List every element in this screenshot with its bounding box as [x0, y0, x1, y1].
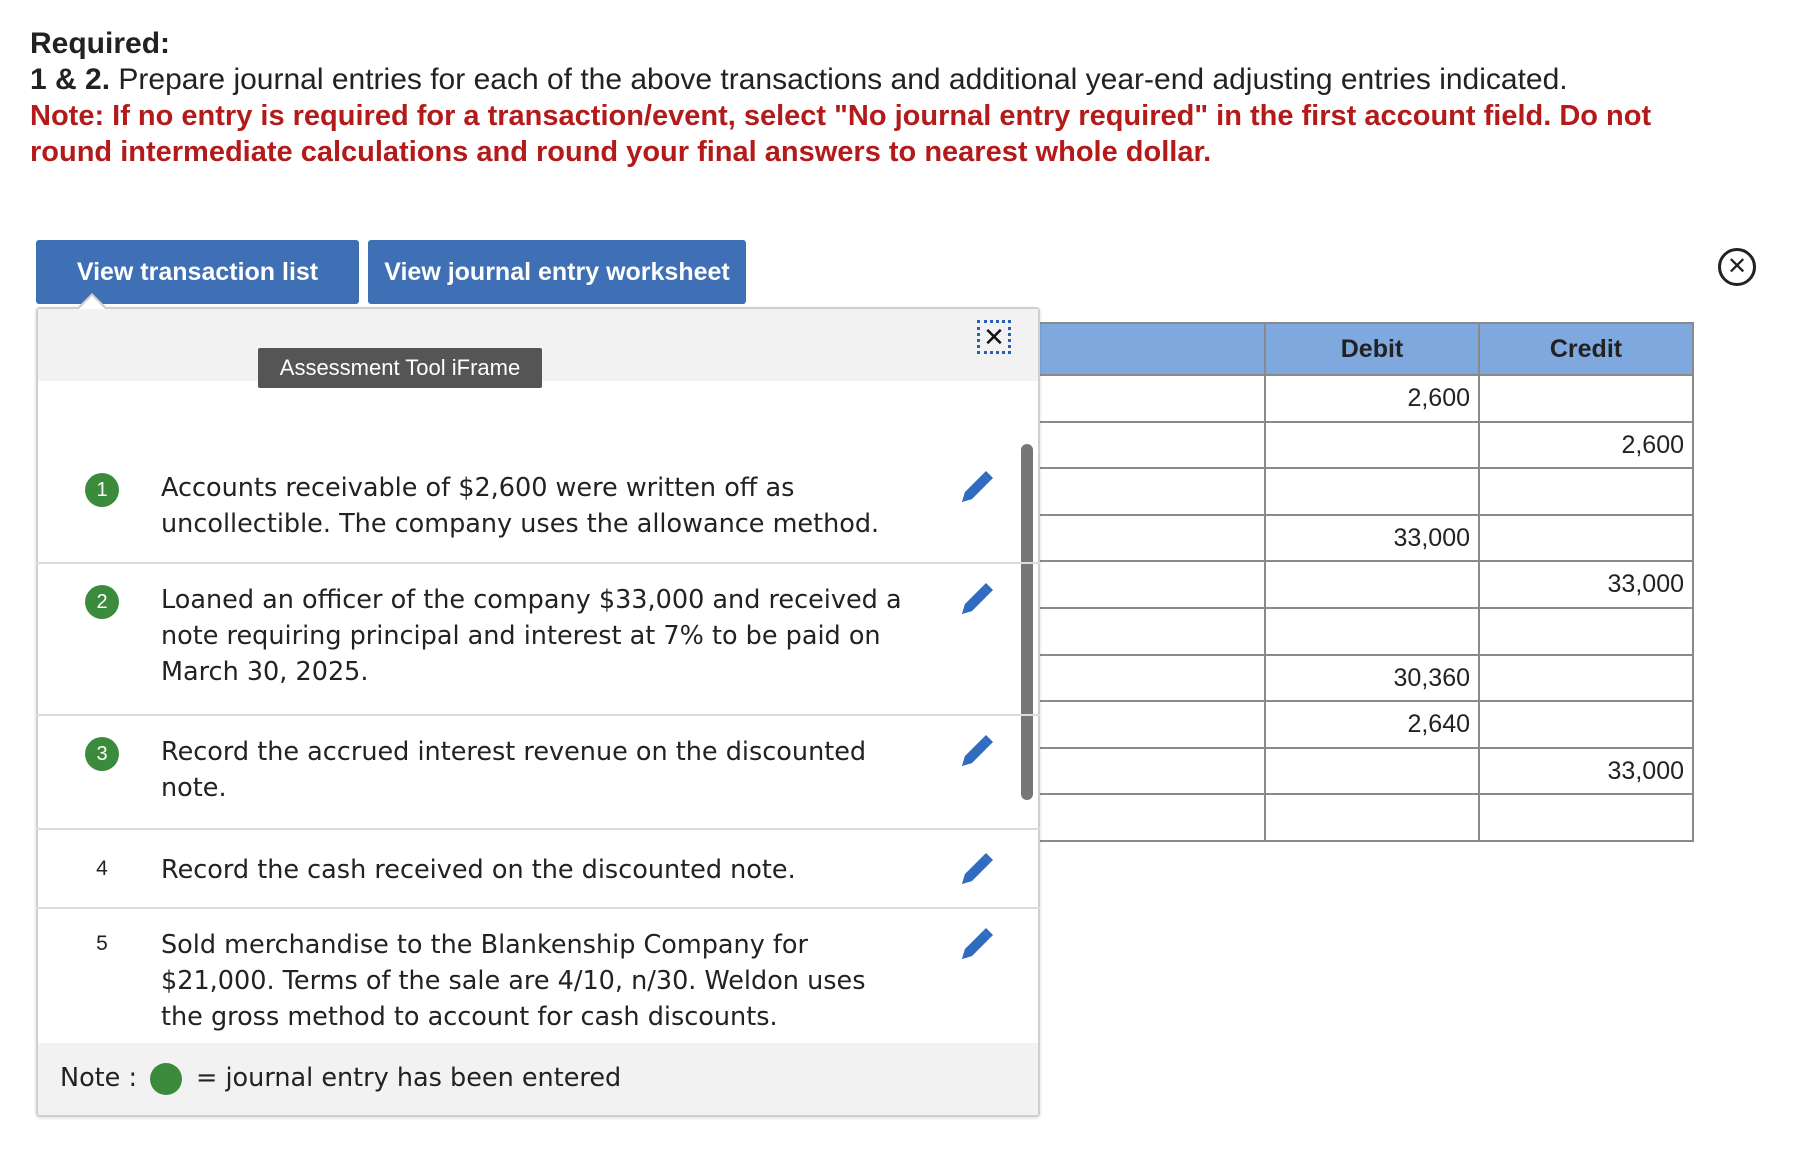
transaction-description: [161, 852, 961, 888]
journal-table: [1040, 322, 1694, 842]
transaction-description: [161, 927, 961, 1035]
description-line: $21,000. Terms of the sale are 4/10, n/30. Weldon uses: [161, 966, 866, 996]
account-cell[interactable]: [1040, 422, 1265, 469]
credit-cell[interactable]: [1479, 655, 1693, 702]
debit-cell[interactable]: [1265, 561, 1479, 608]
credit-cell[interactable]: 2,600: [1479, 422, 1693, 469]
account-header: [1040, 323, 1265, 375]
part-number: 1 & 2.: [30, 63, 111, 96]
account-cell[interactable]: [1040, 655, 1265, 702]
journal-row: [1040, 375, 1693, 422]
credit-cell[interactable]: [1479, 794, 1693, 841]
transaction-item: [36, 716, 1040, 830]
close-circle-icon[interactable]: ✕: [1718, 248, 1756, 286]
description-line: the gross method to account for cash discounts.: [161, 1002, 778, 1032]
debit-cell[interactable]: [1265, 748, 1479, 795]
transaction-item: [36, 830, 1040, 909]
journal-header-row: [1040, 323, 1693, 375]
pencil-icon[interactable]: [956, 468, 996, 508]
required-heading: Required:: [30, 27, 171, 60]
credit-cell[interactable]: 33,000: [1479, 748, 1693, 795]
description-line: Loaned an officer of the company $33,000 and received a: [161, 585, 902, 615]
footer-legend-text: = journal entry has been entered: [196, 1063, 622, 1093]
transaction-number: 4: [96, 857, 108, 880]
debit-cell[interactable]: [1265, 608, 1479, 655]
journal-row: [1040, 608, 1693, 655]
description-line: uncollectible. The company uses the allowance method.: [161, 509, 880, 539]
transaction-item: [36, 452, 1040, 564]
transaction-description: [161, 734, 961, 806]
journal-row: [1040, 748, 1693, 795]
description-line: note requiring principal and interest at 7% to be paid on: [161, 621, 881, 651]
pencil-icon[interactable]: [956, 850, 996, 890]
account-cell[interactable]: [1040, 515, 1265, 562]
entered-number-badge: 2: [85, 585, 119, 619]
note-line-1: Note: If no entry is required for a transaction/event, select "No journal entry required" in the first account field. Do not: [30, 100, 1652, 132]
popup-caret-inner: [79, 296, 105, 309]
credit-cell[interactable]: [1479, 375, 1693, 422]
debit-cell[interactable]: 2,600: [1265, 375, 1479, 422]
account-cell[interactable]: [1040, 468, 1265, 515]
description-line: Accounts receivable of $2,600 were written off as: [161, 473, 795, 503]
popup-close-icon[interactable]: ✕: [977, 320, 1011, 354]
entered-indicator-icon: [150, 1063, 182, 1095]
instruction-text: Prepare journal entries for each of the above transactions and additional year-end adjusting entries indicated.: [118, 63, 1568, 96]
description-line: Sold merchandise to the Blankenship Company for: [161, 930, 808, 960]
account-cell[interactable]: [1040, 748, 1265, 795]
description-line: March 30, 2025.: [161, 657, 369, 687]
debit-cell[interactable]: 30,360: [1265, 655, 1479, 702]
credit-cell[interactable]: [1479, 701, 1693, 748]
view-transaction-list-button[interactable]: View transaction list: [36, 240, 359, 304]
journal-row: [1040, 468, 1693, 515]
credit-header: Credit: [1479, 323, 1693, 375]
account-cell[interactable]: [1040, 701, 1265, 748]
credit-cell[interactable]: [1479, 468, 1693, 515]
note-line-2: round intermediate calculations and round your final answers to nearest whole dollar.: [30, 136, 1212, 168]
account-cell[interactable]: [1040, 375, 1265, 422]
footer-note-label: Note :: [60, 1063, 138, 1093]
debit-cell[interactable]: [1265, 422, 1479, 469]
debit-cell[interactable]: [1265, 794, 1479, 841]
entered-number-badge: 1: [85, 473, 119, 507]
credit-cell[interactable]: 33,000: [1479, 561, 1693, 608]
transaction-description: [161, 582, 961, 690]
pencil-icon[interactable]: [956, 580, 996, 620]
transaction-item: [36, 909, 1040, 1043]
debit-cell[interactable]: 2,640: [1265, 701, 1479, 748]
transaction-item: [36, 564, 1040, 716]
credit-cell[interactable]: [1479, 515, 1693, 562]
credit-cell[interactable]: [1479, 608, 1693, 655]
transaction-description: [161, 470, 961, 542]
journal-row: [1040, 701, 1693, 748]
popup-footer-note: [38, 1043, 1038, 1115]
instruction-line: [30, 62, 1790, 98]
debit-cell[interactable]: [1265, 468, 1479, 515]
entered-number-badge: 3: [85, 737, 119, 771]
account-cell[interactable]: [1040, 561, 1265, 608]
debit-header: Debit: [1265, 323, 1479, 375]
journal-row: [1040, 794, 1693, 841]
description-line: note.: [161, 773, 227, 803]
pencil-icon[interactable]: [956, 732, 996, 772]
journal-row: [1040, 561, 1693, 608]
description-line: Record the accrued interest revenue on the discounted: [161, 737, 867, 767]
journal-row: [1040, 422, 1693, 469]
journal-row: [1040, 515, 1693, 562]
description-line: Record the cash received on the discounted note.: [161, 855, 796, 885]
account-cell[interactable]: [1040, 608, 1265, 655]
view-journal-worksheet-button[interactable]: View journal entry worksheet: [368, 240, 746, 304]
transaction-number: 5: [96, 932, 108, 955]
pencil-icon[interactable]: [956, 925, 996, 965]
account-cell[interactable]: [1040, 794, 1265, 841]
instructions: [30, 26, 1790, 170]
journal-row: [1040, 655, 1693, 702]
debit-cell[interactable]: 33,000: [1265, 515, 1479, 562]
assessment-tool-badge: Assessment Tool iFrame: [258, 348, 542, 388]
